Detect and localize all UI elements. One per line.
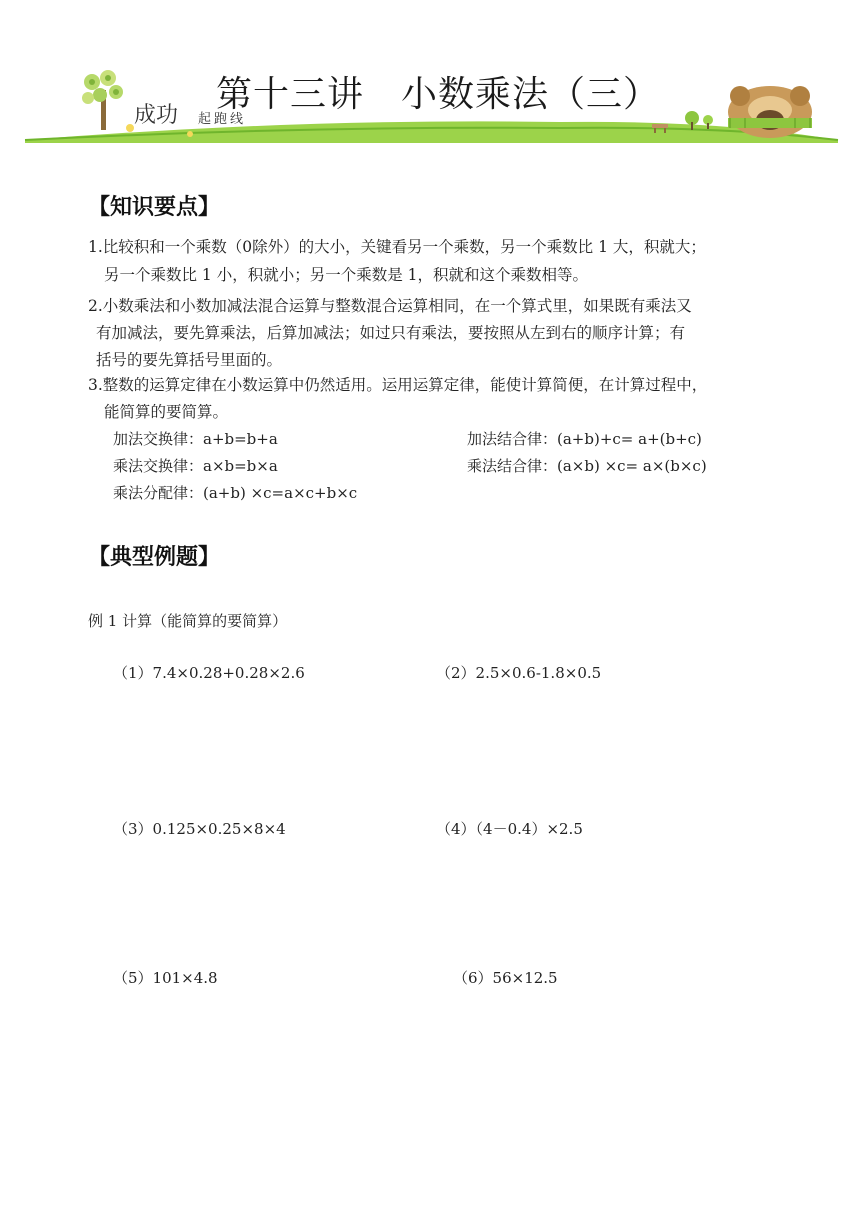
law-add-commutative: 加法交换律：a+b=b+a [113, 430, 278, 448]
example-1-intro: 例 1 计算（能简算的要简算） [88, 612, 288, 630]
problem-2: （2）2.5×0.6-1.8×0.5 [436, 664, 602, 682]
problem-1: （1）7.4×0.28+0.28×2.6 [113, 664, 305, 682]
problem-3: （3）0.125×0.25×8×4 [113, 820, 286, 838]
problem-6: （6）56×12.5 [453, 969, 558, 987]
point-2-line-3: 括号的要先算括号里面的。 [96, 351, 283, 369]
tree-icon [82, 70, 123, 130]
brand-subtitle: 起跑线 [198, 112, 247, 127]
knowledge-heading: 【知识要点】 [88, 195, 221, 220]
problem-4: （4）（4－0.4）×2.5 [436, 820, 583, 838]
brand-name: 成功 [134, 103, 179, 128]
point-1-line-2: 另一个乘数比 1 小，积就小；另一个乘数是 1，积就和这个乘数相等。 [104, 266, 589, 284]
problem-5: （5）101×4.8 [113, 969, 218, 987]
point-2-line-2: 有加减法，要先算乘法，后算加减法；如过只有乘法，要按照从左到右的顺序计算；有 [96, 324, 686, 342]
point-2-line-1: 2.小数乘法和小数加减法混合运算与整数混合运算相同，在一个算式里，如果既有乘法又 [88, 297, 692, 315]
examples-heading: 【典型例题】 [88, 545, 221, 570]
point-3-line-2: 能简算的要简算。 [104, 403, 229, 421]
point-1-line-1: 1.比较积和一个乘数（0除外）的大小，关键看另一个乘数，另一个乘数比 1 大，积就大； [88, 238, 706, 256]
bear-house-icon [728, 86, 812, 138]
page-title: 第十三讲 小数乘法（三） [216, 74, 661, 115]
law-mul-associative: 乘法结合律：(a×b) ×c= a×(b×c) [467, 457, 707, 475]
law-mul-commutative: 乘法交换律：a×b=b×a [113, 457, 278, 475]
point-3-line-1: 3.整数的运算定律在小数运算中仍然适用。运用运算定律，能使计算简便，在计算过程中， [88, 376, 708, 394]
law-mul-distributive: 乘法分配律：(a+b) ×c=a×c+b×c [113, 484, 358, 502]
law-add-associative: 加法结合律：(a+b)+c= a+(b+c) [467, 430, 702, 448]
page-header [0, 0, 860, 150]
